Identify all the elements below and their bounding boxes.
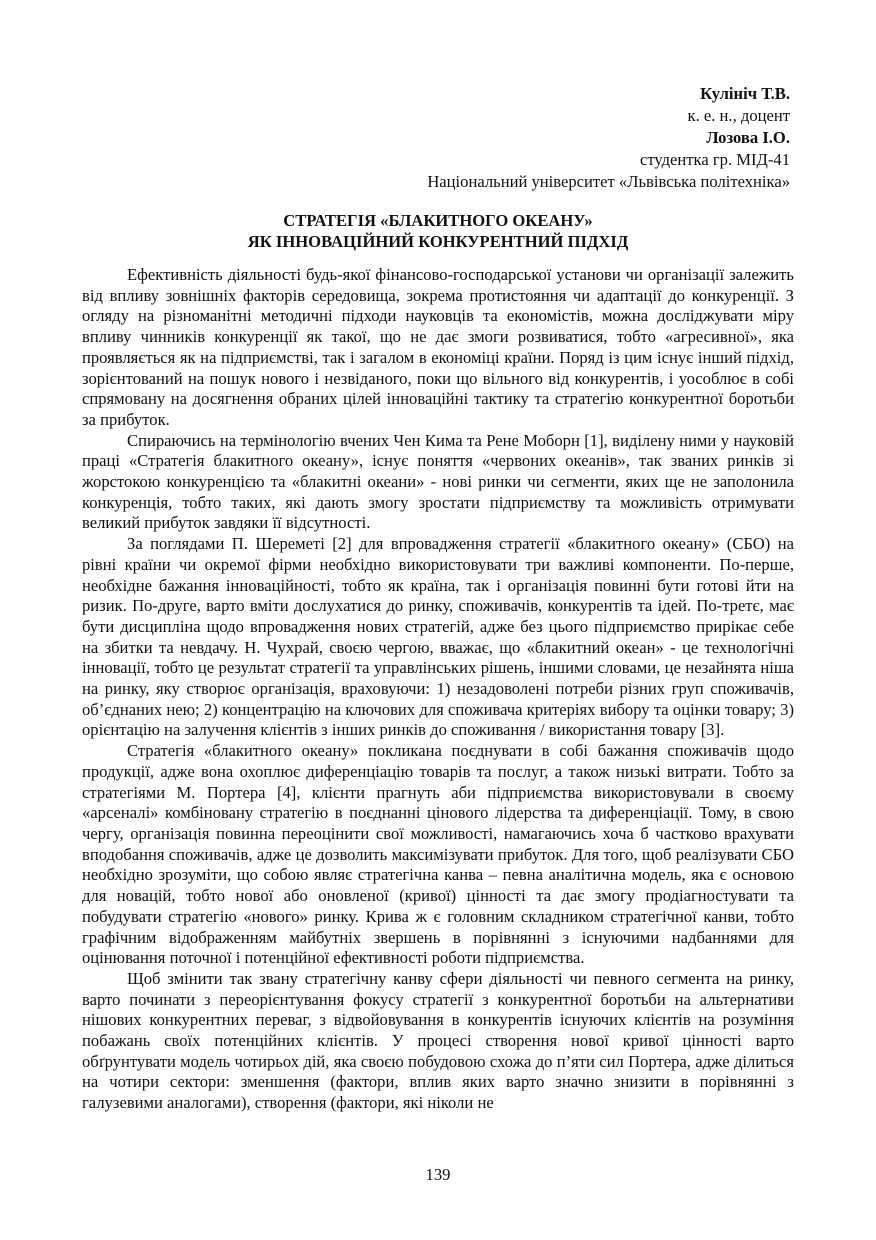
author-name: Лозова І.О.	[706, 128, 790, 147]
paragraph: За поглядами П. Шереметі [2] для впровадження стратегії «блакитного океану» (СБО) на рівні країни чи окремої фірми необхідно використовувати три важливі компоненти. По-перше, необхідне бажання інноваційності, тобто як країна, так і організація повинні бути готові йти на ризик. По-друге, варто вміти дослухатися до ринку, споживачів, конкурентів та ідей. По-третє, має бути дисципліна щодо впровадження нових стратегій, адже без цього підприємство прирікає себе на збитки та невдачу. Н. Чухрай, своєю чергою, вважає, що «блакитний океан» - це технологічні інновації, тобто це результат стратегії та управлінських рішень, іншими словами, це незайнята ніша на ринку, яку створює організація, враховуючи: 1) незадоволені потреби різних груп споживачів, об’єднаних нею; 2) концентрацію на ключових для споживача критеріях вибору та оцінки товару; 3) орієнтацію на залучення клієнтів з інших ринків до споживання / використання товару [3].	[82, 534, 794, 740]
paper-body	[82, 265, 794, 1114]
affiliation: Національний університет «Львівська політехніка»	[427, 172, 790, 191]
paragraph: Щоб змінити так звану стратегічну канву сфери діяльності чи певного сегмента на ринку, варто починати з переорієнтування фокусу стратегії з конкурентної боротьби на альтернативи нішових конкурентних переваг, з відвойовування в конкурентів існуючих клієнтів на розуміння побажань своїх потенційних клієнтів. У процесі створення нової кривої цінності варто обґрунтувати модель чотирьох дій, яка своєю побудовою схожа до п’яти сил Портера, адже ділиться на чотири сектори: зменшення (фактори, вплив яких варто значно знизити в порівнянні з галузевими аналогами), створення (фактори, які ніколи не	[82, 968, 794, 1113]
paper-title	[82, 210, 794, 252]
paragraph: Стратегія «блакитного океану» покликана поєднувати в собі бажання споживачів щодо продукції, адже вона охоплює диференціацію товарів та послуг, а також низькі витрати. Тобто за стратегіями М. Портера [4], клієнти прагнуть аби підприємства використовували в своєму «арсеналі» комбіновану стратегію в поєднанні цінового лідерства та диференціації. Тому, в свою чергу, організація повинна переоцінити свої можливості, намагаючись хоча б частково врахувати вподобання споживачів, адже це дозволить максимізувати прибуток. Для того, щоб реалізувати СБО необхідно зрозуміти, що собою являє стратегічна канва – певна аналітична модель, яка є основою для новацій, тобто нової або оновленої (кривої) цінності та дає змогу продіагностувати та побудувати стратегію «нового» ринку. Крива ж є головним складником стратегічної канви, тобто графічним відображенням майбутніх звершень в порівнянні з існуючими надбаннями для оцінювання поточної і потенційної ефективності роботи підприємства.	[82, 741, 794, 968]
title-line: СТРАТЕГІЯ «БЛАКИТНОГО ОКЕАНУ»	[283, 211, 593, 230]
author-block	[82, 83, 790, 193]
paragraph: Спираючись на термінологію вчених Чен Кима та Рене Моборн [1], виділену ними у науковій праці «Стратегія блакитного океану», існує поняття «червоних океанів», так званих ринків зі жорстокою конкуренцією та «блакитні океани» - нові ринки чи сегменти, яких ще не заполонила конкуренція, тобто таких, які дають змогу зростати підприємству та можливість отримувати великий прибуток завдяки її відсутності.	[82, 430, 794, 533]
author-name: Кулініч Т.В.	[700, 84, 790, 103]
title-line: ЯК ІННОВАЦІЙНИЙ КОНКУРЕНТНИЙ ПІДХІД	[247, 232, 629, 251]
author-role: студентка гр. МІД-41	[639, 150, 790, 169]
page-number: 139	[425, 1165, 451, 1184]
paragraph: Ефективність діяльності будь-якої фінансово-господарської установи чи організації залежить від впливу зовнішніх факторів середовища, зокрема протистояння чи адаптації до конкуренції. З огляду на різноманітні методичні підходи науковців та економістів, можна досліджувати міру впливу чинників конкуренції як такої, що не дає змоги розвиватися, тобто «агресивної», яка проявляється як на підприємстві, так і загалом в економіці країни. Поряд із цим існує інший підхід, зорієнтований на пошук нового і незвіданого, поки що вільного від конкурентів, і уособлює в собі спрямовану на досягнення обраних цілей інноваційні тактику та стратегію конкурентної боротьби за прибуток.	[82, 265, 794, 429]
author-role: к. е. н., доцент	[687, 106, 790, 125]
